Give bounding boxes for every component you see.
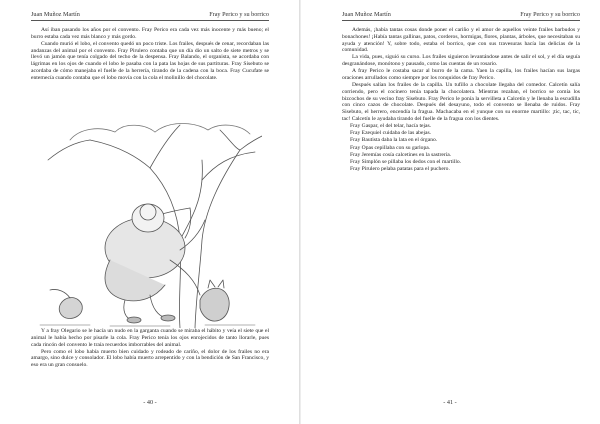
verse-line: Fray Jeremías cosía calcetines en la sastrería.: [350, 151, 452, 158]
left-bottom-text: [31, 328, 269, 369]
verse-line: Fray Pirulero pelaba patatas para el puchero.: [350, 166, 450, 173]
header-author: Juan Muñoz Martín: [342, 11, 391, 18]
left-top-text: [31, 27, 269, 82]
verse-line: Fray Ezequiel cuidaba de las abejas.: [350, 130, 432, 137]
paragraph: Así iban pasando los años por el convento. Fray Perico era cada vez más inocente y más bueno; el burro estaba cada vez más blanco y más gordo.: [31, 27, 269, 40]
header-book-title: Fray Perico y su borrico: [209, 11, 269, 18]
illustration-friar-in-tree: [30, 120, 262, 328]
header-book-title: Fray Perico y su borrico: [520, 11, 580, 18]
header-author: Juan Muñoz Martín: [31, 11, 80, 18]
verse-line: Fray Bautista daba la lata en el órgano.: [350, 137, 438, 144]
right-text: [342, 27, 580, 173]
page-number: - 41 -: [443, 399, 457, 406]
paragraph: A fray Perico le costaba sacar al burro de la cama. Yaen la capilla, los frailes hacían sus largas oraciones arrullados como siempre por los ronquidos de fray Perico.: [342, 68, 580, 82]
paragraph: La vida, pues, siguió su curso. Los frailes siguieron levantándose antes de salir el sol, y el día seguía desgranándose, monótono y pausado, como las cuentas de un rosario.: [342, 54, 580, 68]
verse-line: Fray Simplón se pillaba los dedos con el martillo.: [350, 159, 462, 166]
paragraph: Pero como el lobo había muerto bien cuidado y rodeado de cariño, el dolor de los frailes no era amargo, sino dulce y consolador. El lobo había muerto arrepentido y con la bendición de San Francisco, y eso era un gran consuelo.: [31, 348, 269, 369]
right-page-header: [342, 11, 580, 21]
paragraph: Además, ¡había tantas cosas donde poner el cariño y el amor de aquellos veinte frailes barbudos y bonachones! ¡Había tantas gallinas, patos, corderos, hormigas, flores, plantas, árboles, que necesitaban su ayuda y atención! Y, sobre todo, estaba el borrico, que con sus travesuras hacía las delicias de la comunidad.: [342, 27, 580, 54]
verse-list: [342, 123, 580, 173]
right-page: [300, 0, 600, 424]
verse-line: Fray Gaspar, el del telar, hacía tejas.: [350, 123, 432, 130]
paragraph: Después salían los frailes de la capilla. Un tufillo a chocolate llegaba del comedor. Calcetín salía corriendo, pero el cocinero tenía tapada la chocolatera. Mientras rezaban, el borrico se comía los bizcochos de su vecino fray Sisebuto. Fray Perico le ponía la servilleta a Calcetín y le llenaba la escudilla con cinco cazos de chocolate. Después del desayuno, todo el convento se llenaba de ruidos. Fray Sisebuto, el herrero, encendía la fragua. Machacaba en el yunque con su enorme martillo: ¡tic, tac, tic, tac! Calcetín le ayudaba tirando del fuelle de la fragua con los dientes.: [342, 82, 580, 122]
left-page-header: [31, 11, 269, 21]
paragraph: Cuando murió el lobo, el convento quedó un poco triste. Los frailes, después de cenar, recordaban las andanzas del animal por el convento. Fray Pirulero contaba que un día dio un salto de siete metros y se llevó un jamón que tenía colgado del techo de la despensa. Fray Balando, el organista, se acordaba con lágrimas en los ojos de cuando el lobo le pasaba con la pata las hojas de sus partituras. Fray Sisebuto se acordaba de cómo manejaba el fuelle de la herrería, tirando de la cadena con la boca. Fray Cucufate se enternecía cuando contaba que el lobo movía con la cola el molinillo del chocolate.: [31, 40, 269, 81]
verse-line: Fray Opas cepillaba con su garlopa.: [350, 144, 431, 151]
paragraph: Y a fray Olegario se le hacía un nudo en la garganta cuando se miraba el hábito y veía el siete que el animal le había hecho por pisarle la cola. Fray Perico tenía los ojos enrojecidos de tanto llorarle, pues cada rincón del convento le traía recuerdos imborrables del animal.: [31, 328, 269, 348]
page-number: - 40 -: [143, 399, 157, 406]
